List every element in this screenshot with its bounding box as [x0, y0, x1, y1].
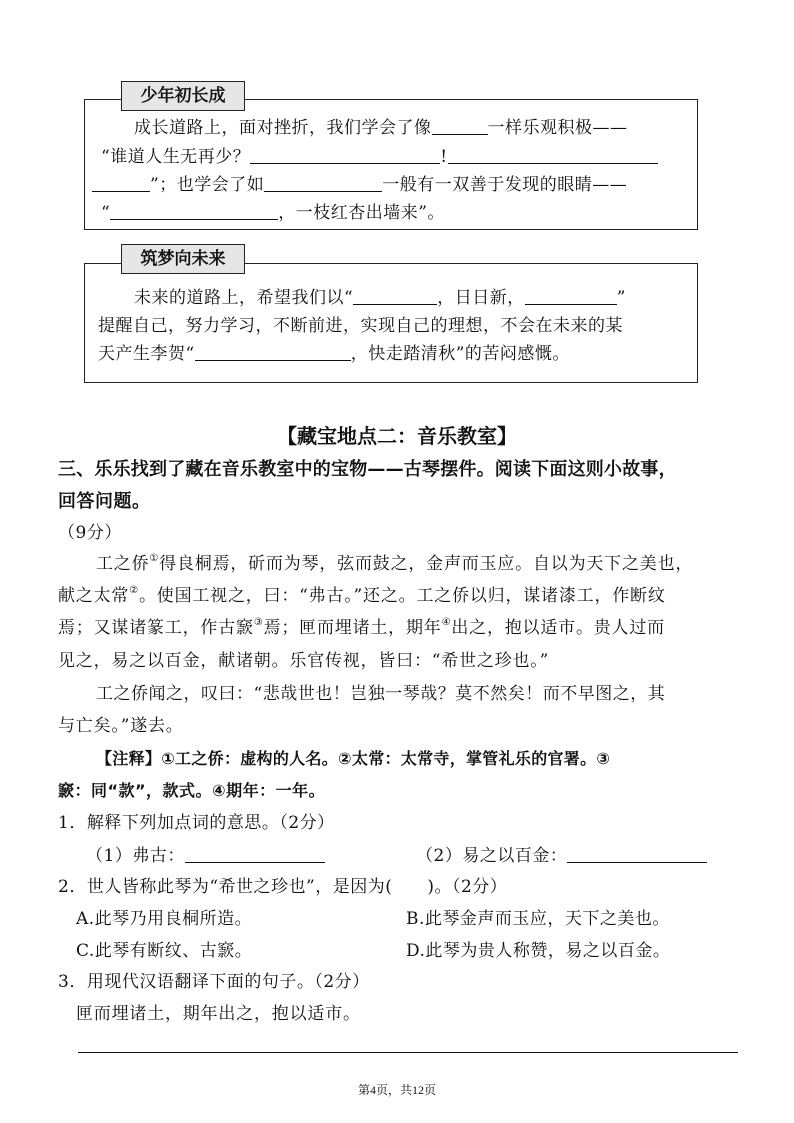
q2-option-a[interactable]: A.此琴乃用良桐所造。 [76, 909, 253, 929]
box2-line2: 提醒自己，努力学习，不断前进，实现自己的理想，不会在未来的某 [98, 316, 623, 336]
answer-blank[interactable] [448, 145, 658, 164]
passage-line: 与亡矣。”遂去。 [58, 716, 184, 736]
box2-line1: 未来的道路上，希望我们以“ ，日日新， ” [134, 288, 626, 308]
notes-line1: 【注释】①工之侨：虚构的人名。②太常：太常寺，掌管礼乐的官署。③ [96, 749, 611, 768]
box1-line1: 成长道路上，面对挫折，我们学会了像 一样乐观积极—— [134, 118, 628, 138]
passage-line: 见之，易之以百金，献诸朝。乐官传视，皆曰：“希世之珍也。” [58, 651, 550, 671]
answer-blank[interactable] [185, 844, 325, 863]
q3-sentence: 匣而埋诸土，期年出之，抱以适市。 [76, 1004, 361, 1024]
q2-title: 2．世人皆称此琴为“希世之珍也”，是因为( )。（2分） [58, 877, 508, 897]
answer-blank[interactable] [567, 844, 707, 863]
answer-blank[interactable] [250, 145, 440, 164]
box1-line3: ”；也学会了如 一般有一双善于发现的眼睛—— [92, 171, 627, 199]
section-title: 【藏宝地点二：音乐教室】 [277, 424, 517, 448]
passage-line: 焉；又谋诸篆工，作古窾③焉；匣而埋诸土，期年④出之，抱以适市。贵人过而 [58, 617, 665, 638]
answer-line[interactable] [78, 1052, 738, 1053]
box2-line3: 天产生李贺“ ，快走踏清秋”的苦闷感慨。 [98, 344, 570, 364]
question3-score: （9分） [58, 523, 122, 543]
q2-option-b[interactable]: B.此琴金声而玉应，天下之美也。 [406, 909, 670, 929]
passage-line: 工之侨闻之，叹曰：“悲哉世也！岂独一琴哉？莫不然矣！而不早图之，其 [96, 684, 666, 704]
q3-title: 3．用现代汉语翻译下面的句子。（2分） [58, 972, 370, 992]
answer-blank[interactable] [92, 173, 150, 192]
answer-blank[interactable] [110, 201, 278, 220]
q1-item1: （1）弗古： [86, 842, 325, 870]
box-growth-tag: 少年初长成 [121, 81, 245, 111]
question3-title-line2: 回答问题。 [58, 491, 151, 512]
answer-blank[interactable] [353, 286, 437, 305]
answer-blank[interactable] [432, 116, 488, 135]
q2-option-d[interactable]: D.此琴为贵人称赞，易之以百金。 [406, 941, 671, 961]
answer-blank[interactable] [525, 286, 617, 305]
box-future-tag: 筑梦向未来 [121, 244, 245, 274]
answer-blank[interactable] [195, 342, 351, 361]
box1-line4: “ ，一枝红杏出墙来”。 [101, 203, 445, 223]
passage-line: 工之侨①得良桐焉，斫而为琴，弦而鼓之，金声而玉应。自以为天下之美也， [96, 553, 694, 574]
passage-line: 献之太常②。使国工视之，曰：“弗古。”还之。工之侨以归，谋诸漆工，作断纹 [58, 585, 666, 606]
answer-blank[interactable] [264, 173, 382, 192]
page-number: 第4页，共12页 [357, 1083, 436, 1097]
question3-title-line1: 三、乐乐找到了藏在音乐教室中的宝物——古琴摆件。阅读下面这则小故事， [58, 459, 677, 480]
q1-item2: （2）易之以百金： [416, 842, 707, 870]
notes-line2: 窾：同“款”，款式。④期年：一年。 [58, 781, 326, 800]
q1-title: 1．解释下列加点词的意思。（2分） [58, 813, 335, 833]
q2-option-c[interactable]: C.此琴有断纹、古窾。 [76, 941, 253, 961]
box1-line2: “谁道人生无再少？ ! [101, 143, 658, 171]
